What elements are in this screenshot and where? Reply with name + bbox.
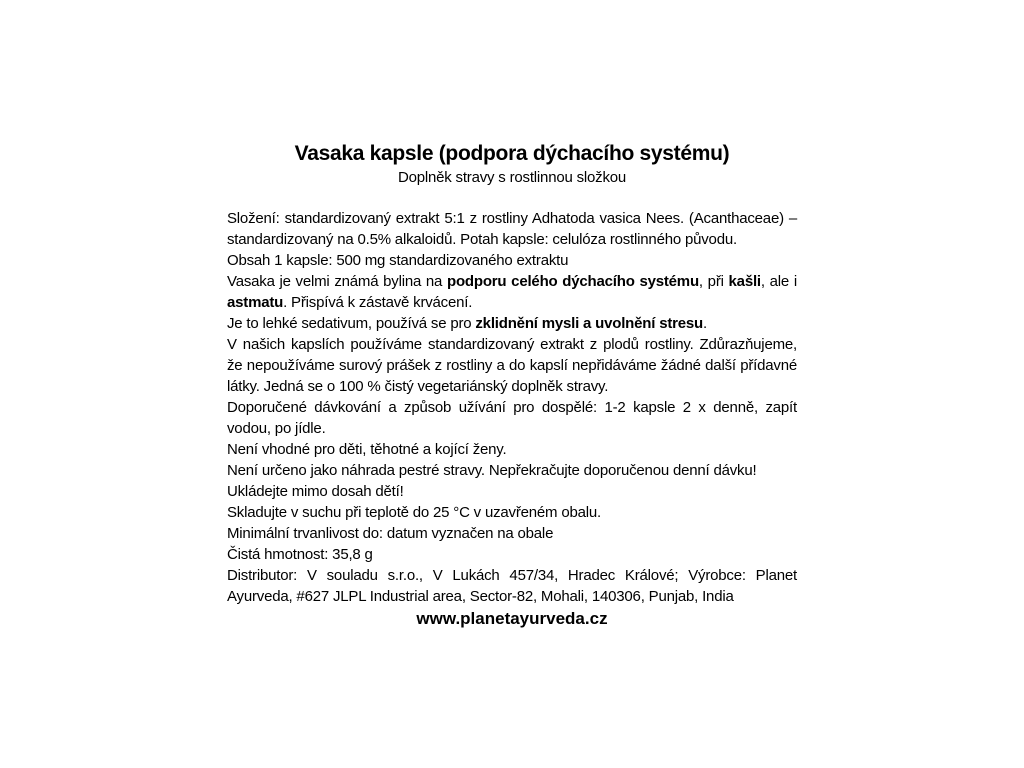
product-subtitle: Doplněk stravy s rostlinnou složkou — [397, 169, 627, 186]
desc1-bold-cough: kašli — [728, 273, 761, 290]
net-weight-text: Čistá hmotnost: 35,8 g — [227, 546, 373, 563]
composition-text: Složení: standardizovaný extrakt 5:1 z rostliny Adhatoda vasica Nees. (Acanthaceae) – standardizovaný na 0.5% alkaloidů. Potah kapsle: celulóza rostlinného původu. — [227, 210, 797, 248]
capsule-content-text: Obsah 1 kapsle: 500 mg standardizovaného extraktu — [227, 252, 569, 269]
warning-diet-dose: Není určeno jako náhrada pestré stravy. Nepřekračujte doporučenou denní dávku! — [227, 462, 757, 479]
product-title: Vasaka kapsle (podpora dýchacího systému) — [294, 142, 730, 165]
desc1-bold-respiratory: podporu celého dýchacího systému — [446, 273, 699, 290]
desc2-bold-stress: zklidnění mysli a uvolnění stresu — [475, 315, 704, 332]
dosage-text: Doporučené dávkování a způsob užívání pro dospělé: 1-2 kapsle 2 x denně, zapít vodou, po jídle. — [227, 399, 797, 437]
description-respiratory — [227, 271, 797, 313]
desc1-text-1: Vasaka je velmi známá bylina na — [227, 273, 447, 290]
storage-text: Skladujte v suchu při teplotě do 25 °C v uzavřeném obalu. — [227, 504, 601, 521]
desc1-text-4: . Přispívá k zástavě krvácení. — [283, 294, 473, 311]
distributor-text: Distributor: V souladu s.r.o., V Lukách 457/34, Hradec Králové; Výrobce: Planet Ayurveda, #627 JLPL Industrial area, Sector-82, Mohali, 140306, Punjab, India — [227, 567, 797, 605]
description-extract: V našich kapslích používáme standardizovaný extrakt z plodů rostliny. Zdůrazňujeme, že nepoužíváme surový prášek z rostliny a do kapslí nepřidáváme žádné další přídavné látky. Jedná se o 100 % čistý vegetariánský doplněk stravy. — [227, 336, 797, 395]
desc1-text-2: , při — [698, 273, 729, 290]
desc1-bold-asthma: astmatu — [227, 294, 284, 311]
desc1-text-3: , ale i — [760, 273, 797, 290]
desc2-text-2: . — [703, 315, 707, 332]
shelf-life-text: Minimální trvanlivost do: datum vyznačen na obale — [227, 525, 554, 542]
warning-children-pregnant: Není vhodné pro děti, těhotné a kojící ženy. — [227, 441, 507, 458]
warning-keep-away: Ukládejte mimo dosah dětí! — [227, 483, 404, 500]
desc2-text-1: Je to lehké sedativum, používá se pro — [227, 315, 476, 332]
label-body — [227, 208, 797, 607]
website-link[interactable]: www.planetayurveda.cz — [416, 609, 608, 628]
description-sedative — [227, 313, 797, 334]
product-label — [227, 140, 797, 631]
